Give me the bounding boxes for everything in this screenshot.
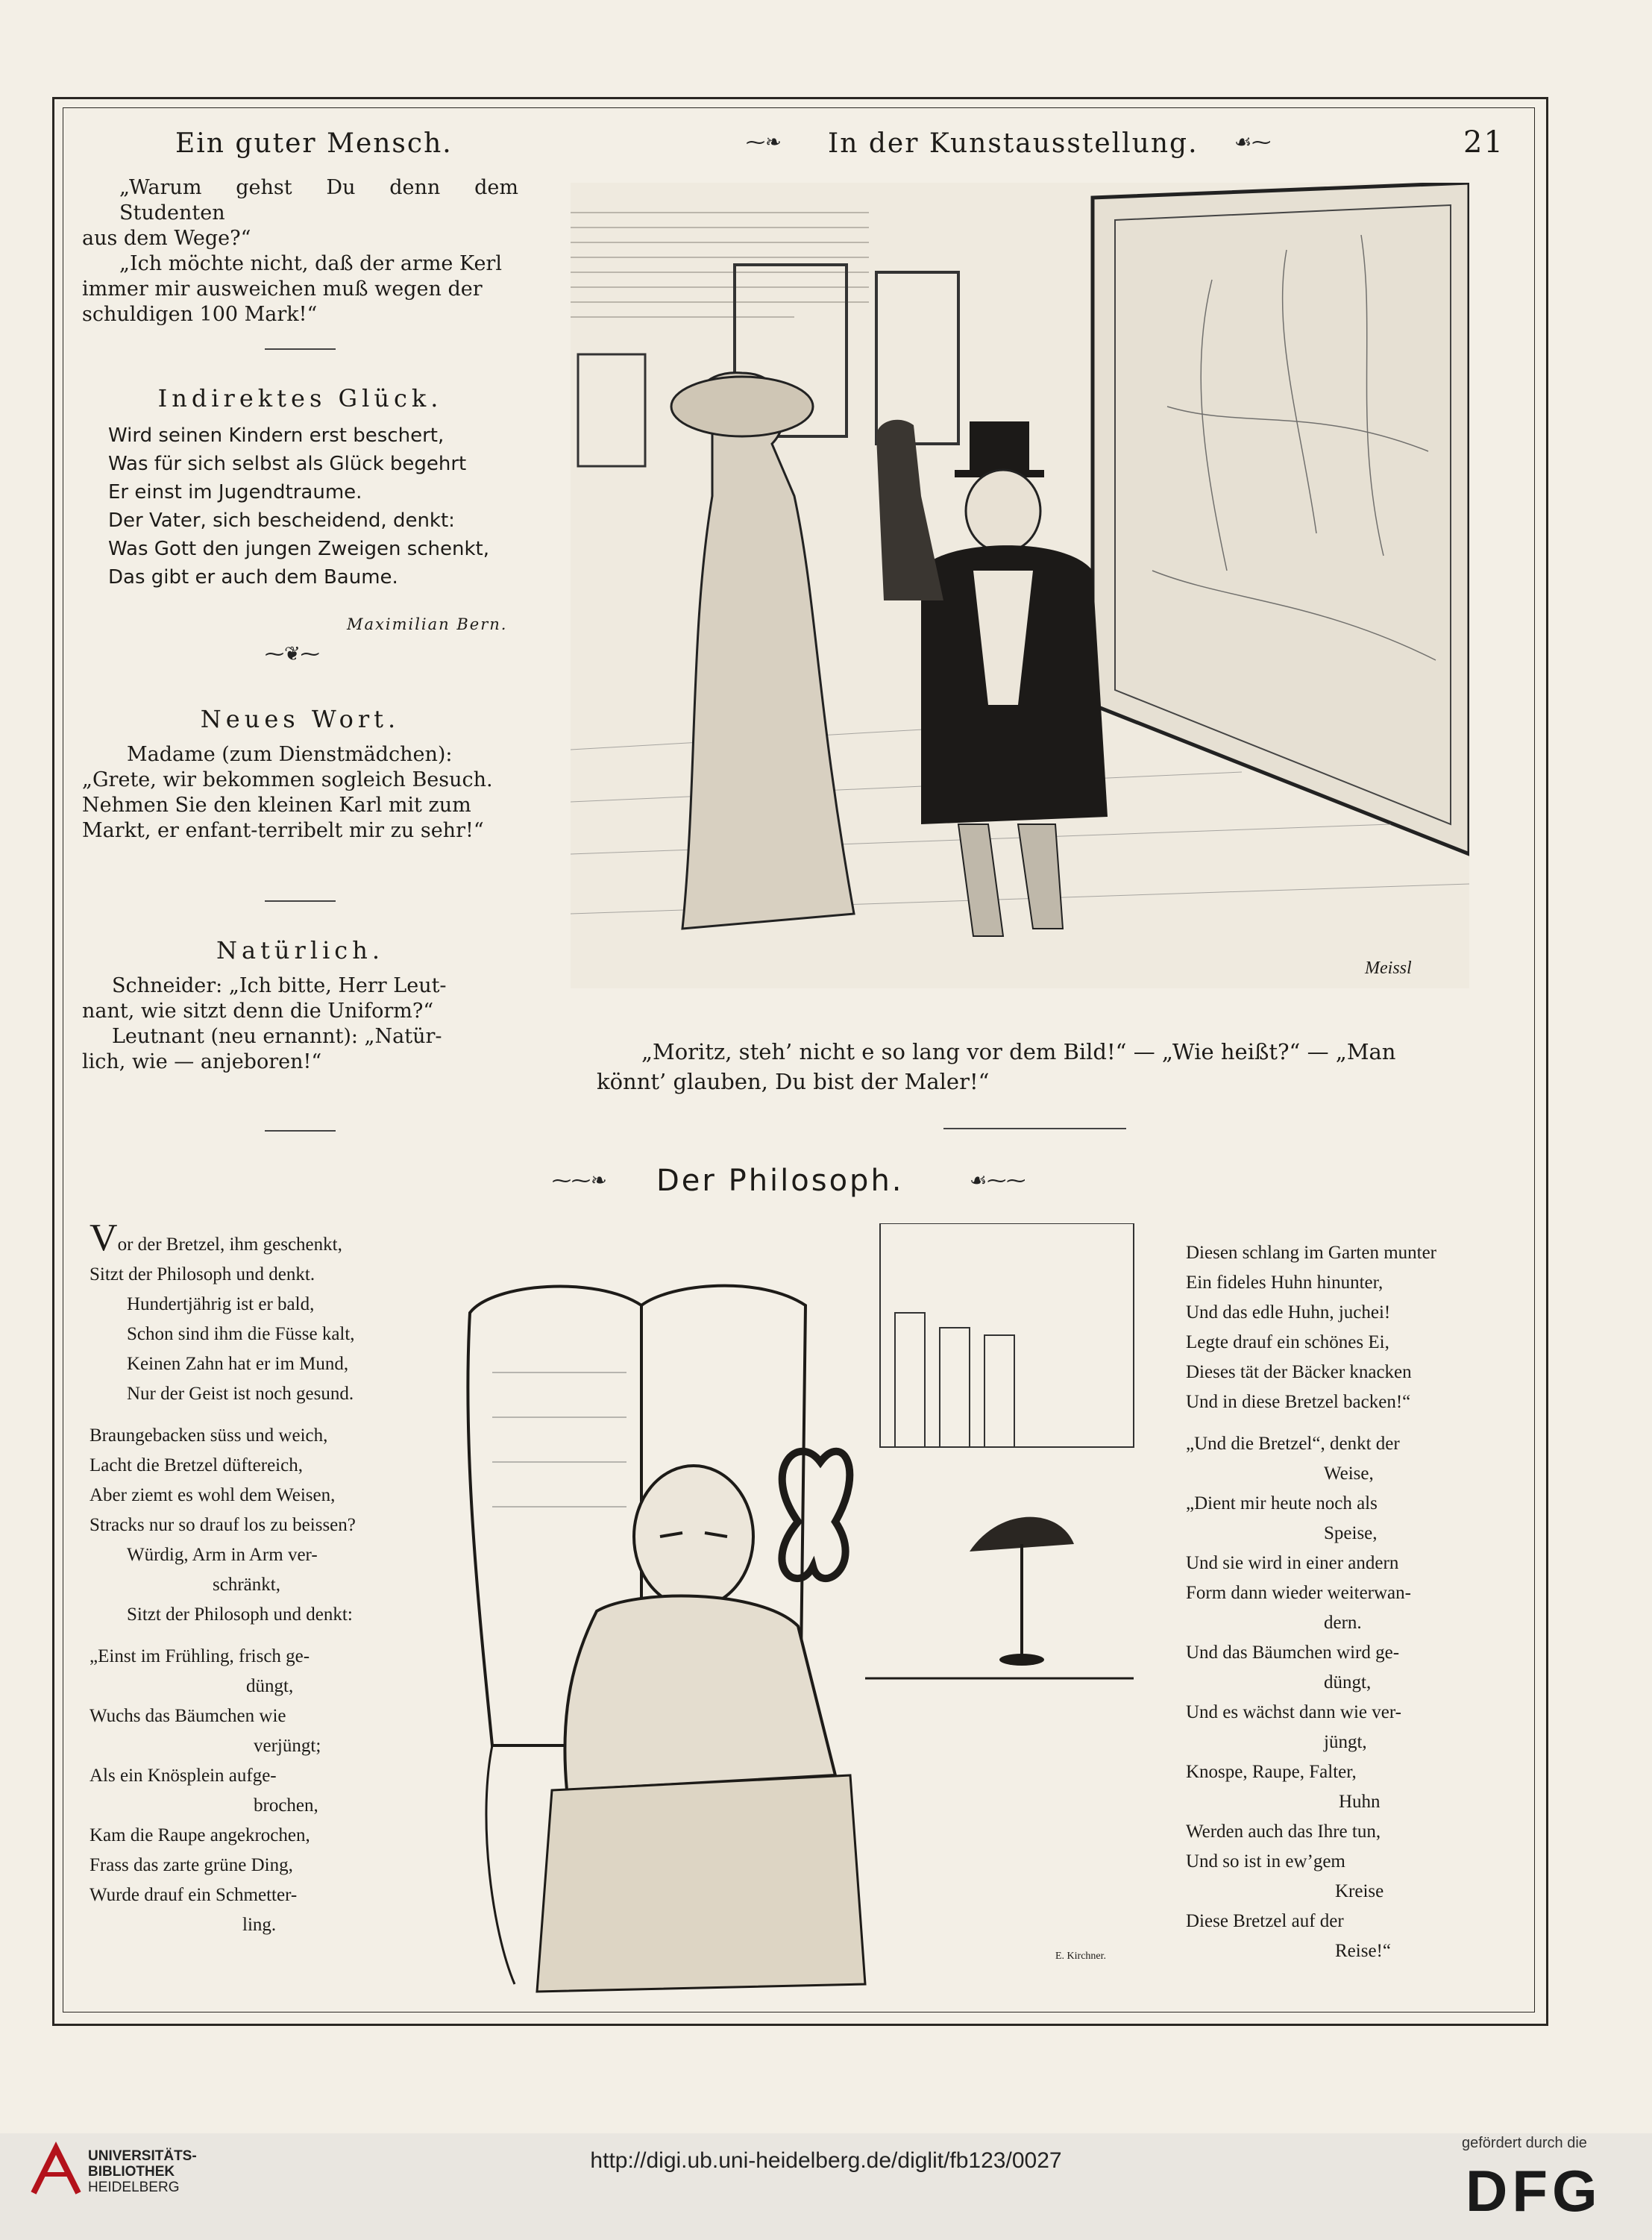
library-line: HEIDELBERG — [88, 2180, 180, 2195]
poem-line: Keinen Zahn hat er im Mund, — [127, 1354, 349, 1374]
text-line: Leutnant (neu ernannt): „Natür- — [112, 1025, 442, 1048]
poem-line: Kreise — [1335, 1881, 1384, 1901]
caption-line: könnt’ glauben, Du bist der Maler!“ — [597, 1069, 990, 1094]
poem-line: Und in diese Bretzel backen!“ — [1186, 1392, 1411, 1412]
poem-line: Vor der Bretzel, ihm geschenkt, — [89, 1217, 342, 1259]
poem-line: Stracks nur so drauf los zu beissen? — [89, 1515, 356, 1535]
philosoph-poem-right — [1186, 1238, 1514, 1966]
author-credit: Maximilian Bern. — [347, 615, 508, 633]
philosoph-poem-left — [89, 1217, 440, 1940]
poem-line: Form dann wieder weiterwan- — [1186, 1583, 1411, 1603]
poem-line: brochen, — [254, 1795, 318, 1816]
poem-line: Frass das zarte grüne Ding, — [89, 1855, 293, 1875]
text-line: Madame (zum Dienstmädchen): — [127, 743, 453, 766]
poem-line: Speise, — [1324, 1523, 1378, 1543]
text-line: aus dem Wege?“ — [82, 227, 251, 250]
poem-line: Lacht die Bretzel düftereich, — [89, 1455, 303, 1475]
natuerlich-text — [82, 973, 522, 1075]
poem-line: „Einst im Frühling, frisch ge- — [89, 1646, 310, 1666]
poem-line: Sitzt der Philosoph und denkt. — [89, 1264, 315, 1284]
poem-line: „Und die Bretzel“, denkt der — [1186, 1434, 1400, 1454]
poem-line: „Dient mir heute noch als — [1186, 1493, 1378, 1513]
poem-line: Huhn — [1339, 1792, 1381, 1812]
poem-line: Aber ziemt es wohl dem Weisen, — [89, 1485, 336, 1505]
gallery-scene — [571, 183, 1469, 988]
text-line: schuldigen 100 Mark!“ — [82, 303, 318, 326]
ornament-left: ⁓⁓❧ — [552, 1170, 607, 1192]
poem-line: jüngt, — [1324, 1732, 1367, 1752]
poem-line: Und so ist in ew’gem — [1186, 1851, 1345, 1872]
poem-line: Nur der Geist ist noch gesund. — [127, 1384, 354, 1404]
header-left-title: Ein guter Mensch. — [175, 128, 453, 159]
poem-line: düngt, — [246, 1676, 294, 1696]
poem-line: Und sie wird in einer andern — [1186, 1553, 1399, 1573]
poem-line: Und das edle Huhn, juchei! — [1186, 1302, 1391, 1323]
text-line: „Ich möchte nicht, daß der arme Kerl — [119, 252, 502, 275]
illustration-signature: Meissl — [1365, 959, 1412, 978]
library-line: BIBLIOTHEK — [88, 2164, 175, 2180]
text-line: lich, wie — anjeboren!“ — [82, 1050, 322, 1073]
poem-line: Er einst im Jugendtraume. — [108, 481, 362, 503]
natuerlich-title: Natürlich. — [216, 936, 384, 964]
poem-line: dern. — [1324, 1613, 1362, 1633]
poem-line: Braungebacken süss und weich, — [89, 1425, 328, 1446]
permalink-url[interactable]: http://digi.ub.uni-heidelberg.de/diglit/fb123/0027 — [590, 2148, 1062, 2173]
philosoph-illustration — [447, 1223, 1149, 1999]
neues-wort-title: Neues Wort. — [200, 705, 401, 733]
poem-line: Und es wächst dann wie ver- — [1186, 1702, 1401, 1722]
poem-line: Werden auch das Ihre tun, — [1186, 1822, 1381, 1842]
caption-line: „Moritz, steh’ nicht e so lang vor dem Bild!“ — „Wie heißt?“ — „Man — [641, 1039, 1396, 1064]
ornament-right: ☙⁓ — [1234, 131, 1272, 154]
poem-line: Dieses tät der Bäcker knacken — [1186, 1362, 1412, 1382]
illustration-signature: E. Kirchner. — [1055, 1951, 1107, 1962]
header-center-title: In der Kunstausstellung. — [828, 128, 1199, 159]
divider — [943, 1128, 1126, 1129]
poem-line: düngt, — [1324, 1672, 1372, 1692]
ornament-right: ☙⁓⁓ — [970, 1170, 1026, 1192]
poem-line: Das gibt er auch dem Baume. — [108, 566, 398, 589]
poem-line: Als ein Knösplein aufge- — [89, 1766, 277, 1786]
poem-line: Wird seinen Kindern erst beschert, — [108, 424, 445, 447]
text-line: Schneider: „Ich bitte, Herr Leut- — [112, 974, 447, 997]
divider — [265, 1130, 336, 1132]
poem-line: Knospe, Raupe, Falter, — [1186, 1762, 1357, 1782]
poem-line: Ein fideles Huhn hinunter, — [1186, 1273, 1384, 1293]
poem-line: Wuchs das Bäumchen wie — [89, 1706, 286, 1726]
ornament-left: ⁓❧ — [746, 131, 782, 154]
kunstausstellung-caption — [597, 1037, 1507, 1097]
dfg-logo: DFG — [1466, 2158, 1602, 2224]
poem-line: Reise!“ — [1335, 1941, 1391, 1961]
ein-guter-mensch-text — [82, 175, 518, 327]
funded-by-label: gefördert durch die — [1462, 2135, 1587, 2151]
poem-line: verjüngt; — [254, 1736, 321, 1756]
divider — [265, 348, 336, 350]
poem-line: Was Gott den jungen Zweigen schenkt, — [108, 538, 490, 560]
poem-line: Schon sind ihm die Füsse kalt, — [127, 1324, 355, 1344]
indirektes-glueck-title: Indirektes Glück. — [157, 384, 443, 412]
poem-line: Sitzt der Philosoph und denkt: — [127, 1604, 353, 1625]
text-line: Markt, er enfant-terribelt mir zu sehr!“ — [82, 819, 484, 842]
poem-line: Wurde drauf ein Schmetter- — [89, 1885, 298, 1905]
poem-line: Und das Bäumchen wird ge- — [1186, 1643, 1400, 1663]
text-line: „Grete, wir bekommen sogleich Besuch. — [82, 768, 493, 791]
poem-line: Hundertjährig ist er bald, — [127, 1294, 315, 1314]
philosoph-title: Der Philosoph. — [656, 1164, 904, 1198]
poem-line: Kam die Raupe angekrochen, — [89, 1825, 310, 1845]
poem-line: Der Vater, sich bescheidend, denkt: — [108, 509, 455, 532]
kunstausstellung-illustration — [571, 183, 1469, 988]
neues-wort-text — [82, 742, 522, 844]
poem-line: Weise, — [1324, 1463, 1374, 1484]
library-line: UNIVERSITÄTS- — [88, 2148, 197, 2164]
poem-line: schränkt, — [213, 1575, 280, 1595]
poem-line: ling. — [242, 1915, 277, 1935]
poem-line: Legte drauf ein schönes Ei, — [1186, 1332, 1389, 1352]
text-line: Nehmen Sie den kleinen Karl mit zum — [82, 794, 471, 817]
page-number: 21 — [1463, 125, 1504, 160]
poem-line: Was für sich selbst als Glück begehrt — [108, 453, 467, 475]
poem-line: Diese Bretzel auf der — [1186, 1911, 1344, 1931]
philosopher-scene — [447, 1223, 1149, 1999]
text-line: immer mir ausweichen muß wegen der — [82, 277, 483, 301]
text-line: „Warum gehst Du denn dem Studenten — [119, 176, 518, 225]
poem-line: Diesen schlang im Garten munter — [1186, 1243, 1437, 1263]
text-line: nant, wie sitzt denn die Uniform?“ — [82, 1000, 434, 1023]
poem-line: Würdig, Arm in Arm ver- — [127, 1545, 318, 1565]
indirektes-glueck-poem — [108, 421, 526, 592]
divider — [265, 900, 336, 902]
ornament-divider: ⁓❦⁓ — [265, 643, 320, 665]
